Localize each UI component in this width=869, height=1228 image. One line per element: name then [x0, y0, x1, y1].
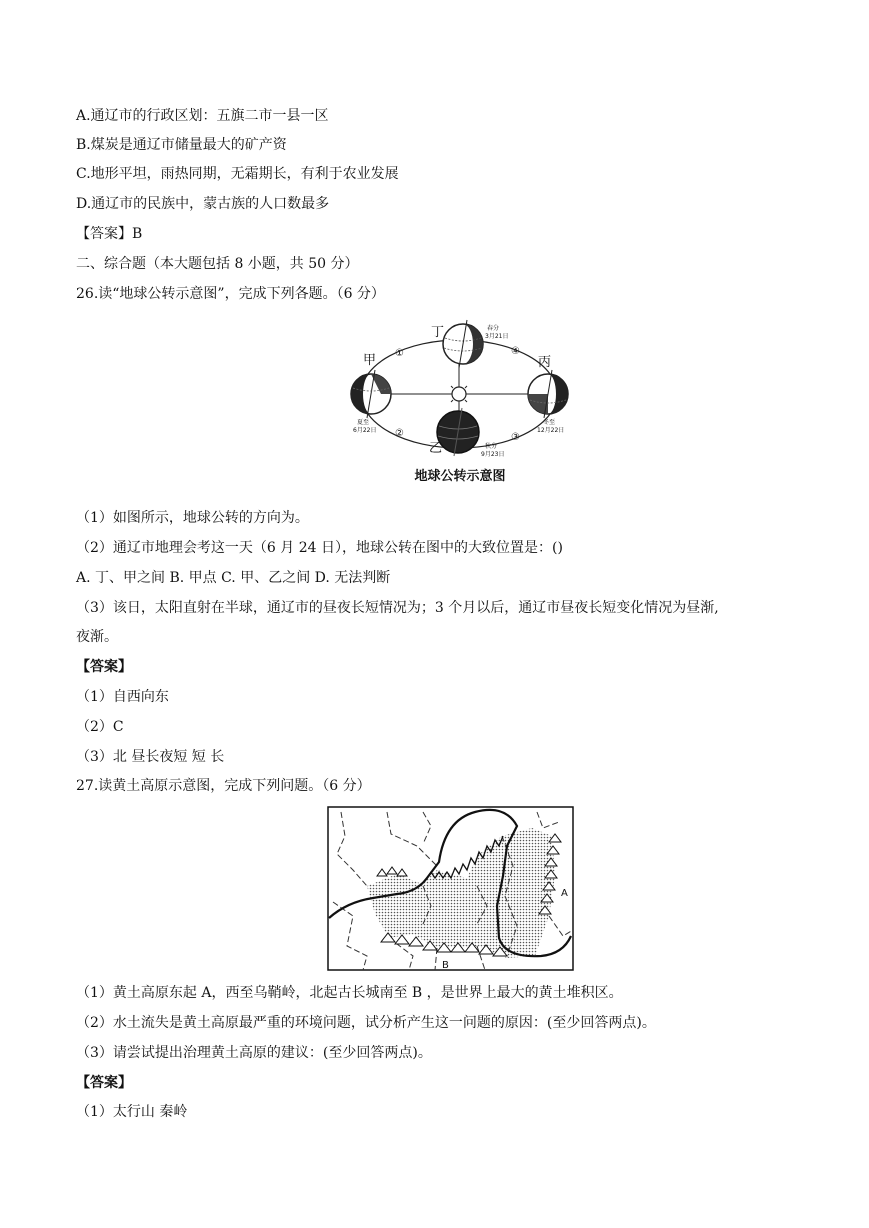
q25-option-a: A.通辽市的行政区划：五旗二市一县一区 — [76, 108, 329, 124]
label-dongzhi-date: 12月22日 — [537, 427, 565, 434]
label-n2: ② — [395, 428, 404, 439]
q27-answer-label: 【答案】 — [76, 1075, 132, 1091]
q27-stem: 27.读黄土高原示意图，完成下列问题。（6 分） — [76, 778, 371, 794]
q27-answer-1: （1）太行山 秦岭 — [76, 1104, 188, 1120]
label-xiazhi: 夏至 — [357, 419, 370, 426]
label-chunfen: 春分 — [487, 325, 500, 332]
q26-answer-3: （3）北 昼长夜短 短 长 — [76, 749, 225, 765]
earth-bing-icon — [528, 370, 568, 418]
q26-sub3-line2: 夜渐。 — [76, 629, 118, 645]
earth-revolution-figure — [345, 312, 575, 500]
q26-answer-1: （1）自西向东 — [76, 689, 169, 705]
loess-plateau-map — [327, 806, 575, 972]
label-qiufen: 秋分 — [485, 443, 498, 450]
q27-sub1: （1）黄土高原东起 A，西至乌鞘岭，北起古长城南至 B ，是世界上最大的黄土堆积区。 — [76, 985, 623, 1001]
q25-answer: 【答案】B — [76, 226, 143, 242]
earth-ding-icon — [443, 320, 483, 368]
label-chunfen-date: 3月21日 — [485, 333, 509, 340]
q25-option-c: C.地形平坦，雨热同期，无霜期长，有利于农业发展 — [76, 166, 399, 182]
label-n4: ④ — [511, 346, 520, 357]
label-yi: 乙 — [429, 441, 443, 456]
q26-stem: 26.读“地球公转示意图”，完成下列各题。（6 分） — [76, 286, 385, 302]
earth-yi-icon — [437, 408, 479, 456]
label-xiazhi-date: 6月22日 — [353, 427, 377, 434]
earth-jia-icon — [351, 370, 391, 418]
label-ding: 丁 — [431, 325, 445, 340]
q27-sub3: （3）请尝试提出治理黄土高原的建议：(至少回答两点)。 — [76, 1045, 432, 1061]
q25-option-b: B.煤炭是通辽市储量最大的矿产资 — [76, 137, 287, 153]
map-label-a: A — [561, 888, 568, 899]
q26-sub3-line1: （3）该日，太阳直射在半球，通辽市的昼夜长短情况为；3 个月以后，通辽市昼夜长短变化情况为昼渐, — [76, 600, 719, 616]
figure-caption: 地球公转示意图 — [414, 469, 506, 484]
label-bing: 丙 — [538, 355, 552, 370]
map-label-b: B — [442, 960, 449, 971]
label-n1: ① — [395, 348, 404, 359]
label-n3: ③ — [511, 432, 520, 443]
label-qiufen-date: 9月23日 — [481, 451, 505, 458]
q25-option-d: D.通辽市的民族中，蒙古族的人口数最多 — [76, 196, 330, 212]
q26-answer-label: 【答案】 — [76, 659, 132, 675]
q26-sub2: （2）通辽市地理会考这一天（6 月 24 日），地球公转在图中的大致位置是：() — [76, 540, 563, 556]
q27-sub2: （2）水土流失是黄土高原最严重的环境问题，试分析产生这一问题的原因：(至少回答两点)。 — [76, 1015, 656, 1031]
q26-answer-2: （2）C — [76, 719, 124, 735]
label-jia: 甲 — [363, 353, 377, 368]
q26-sub1: （1）如图所示，地球公转的方向为。 — [76, 510, 309, 526]
q26-sub2-options: A. 丁、甲之间 B. 甲点 C. 甲、乙之间 D. 无法判断 — [76, 570, 391, 586]
section2-title: 二、综合题（本大题包括 8 小题，共 50 分） — [76, 256, 359, 272]
label-dongzhi: 冬至 — [543, 419, 556, 426]
